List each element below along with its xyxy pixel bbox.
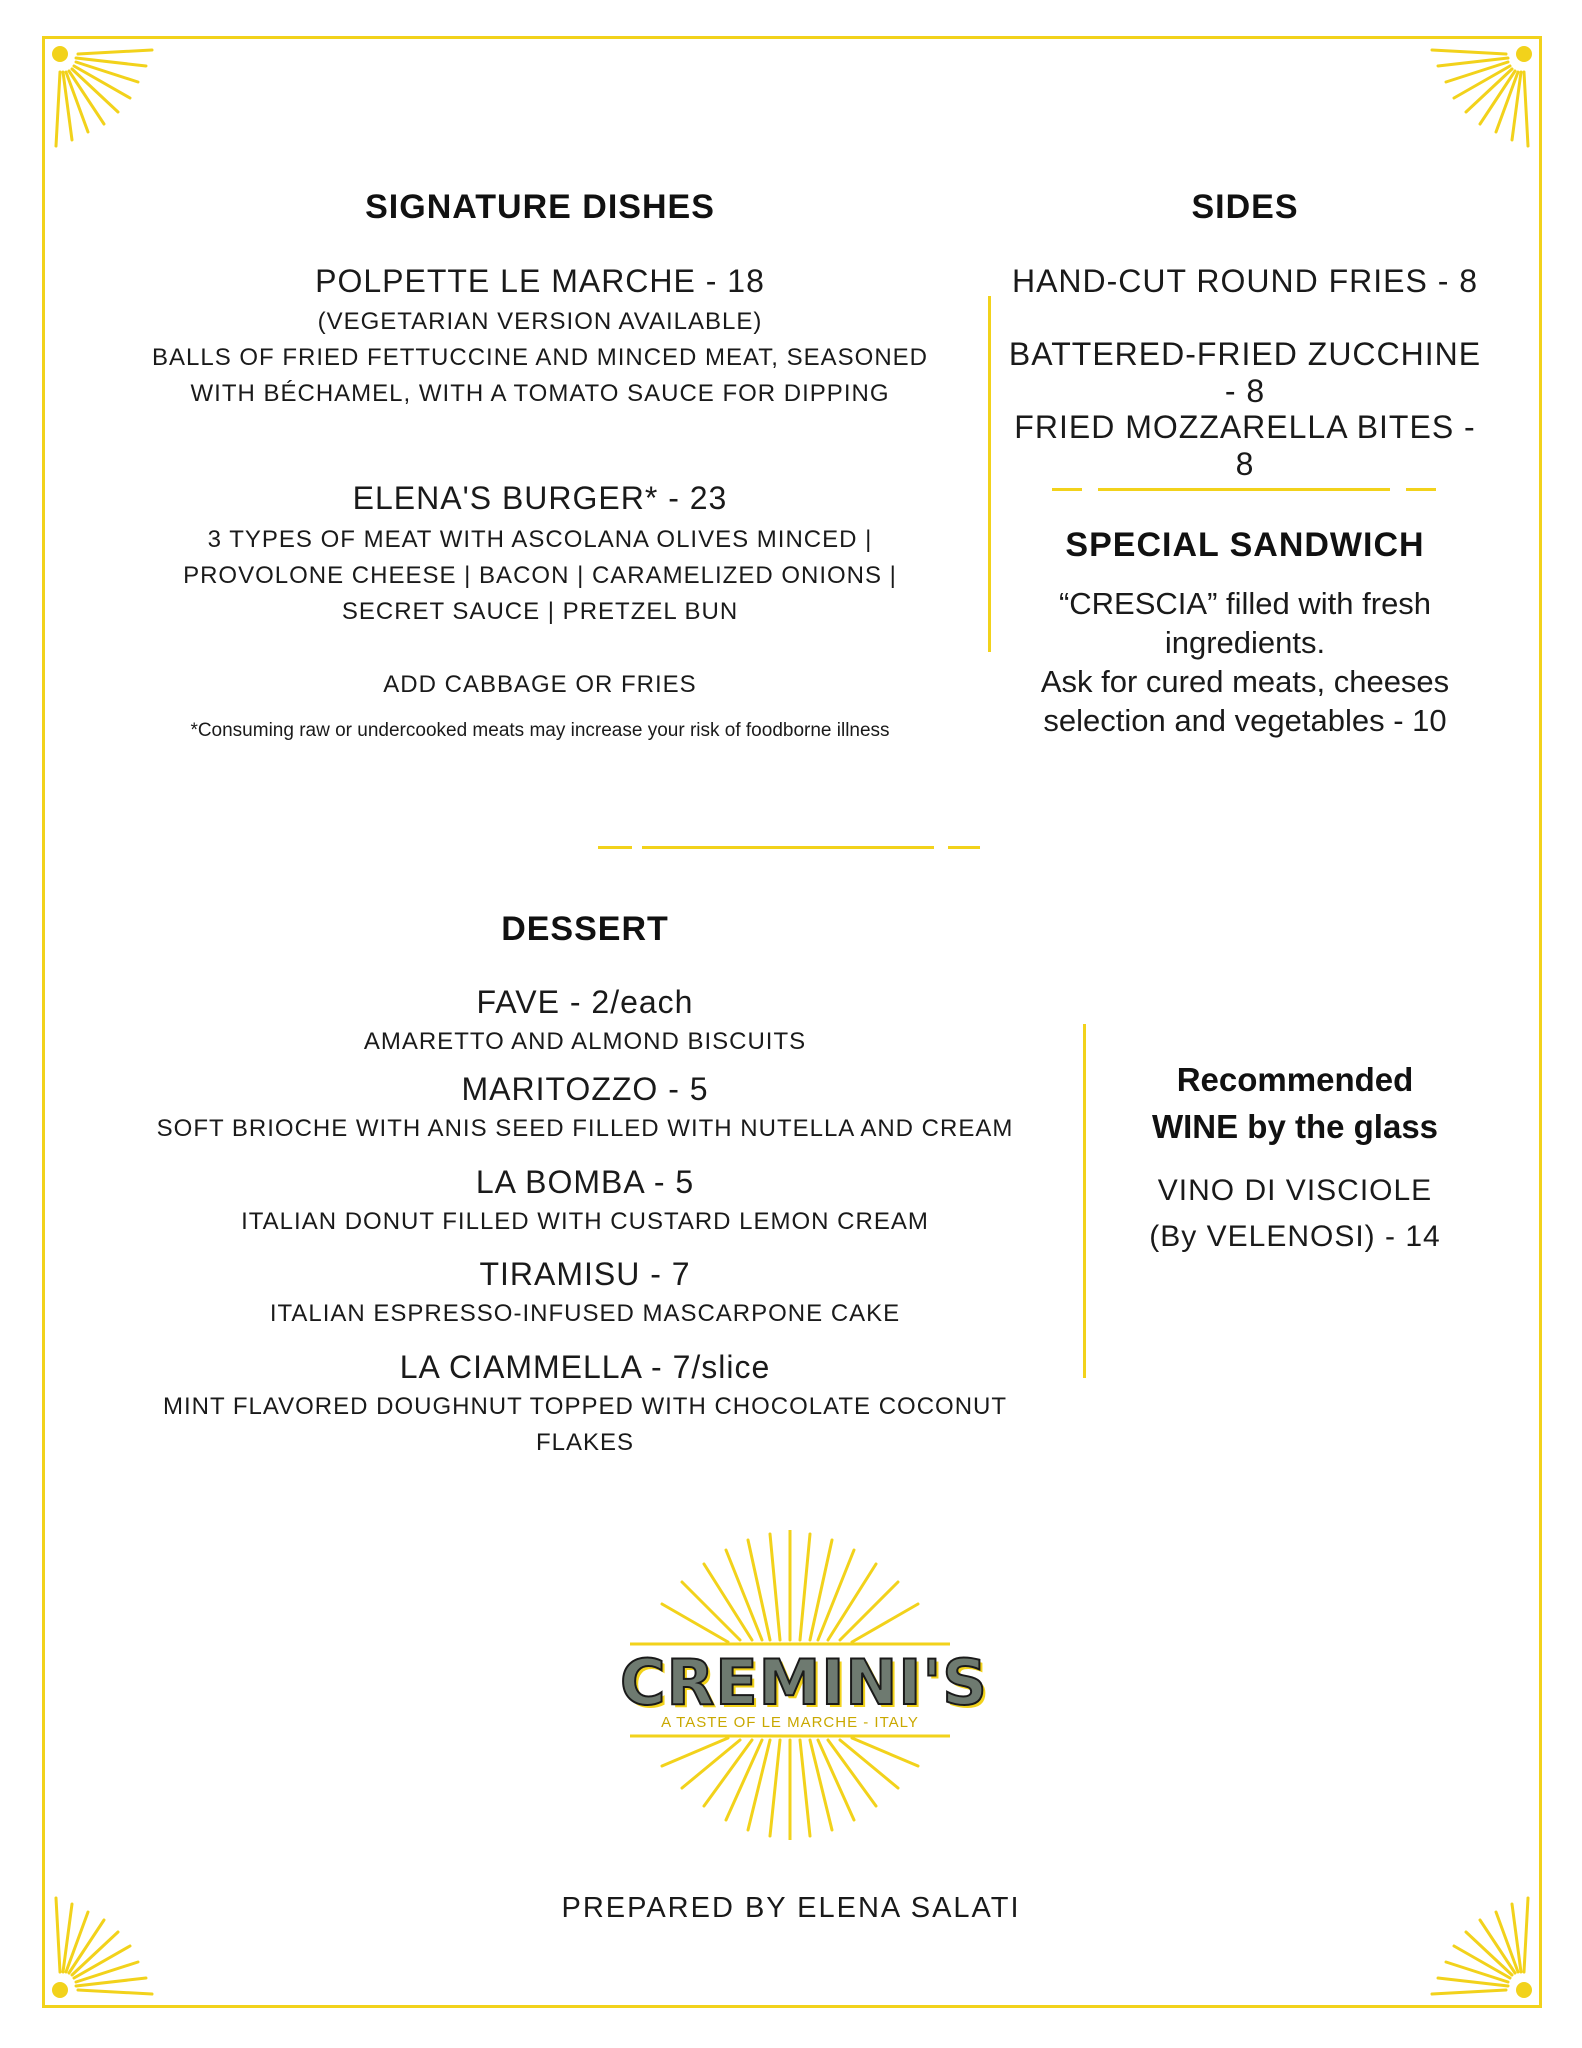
wine-heading: WINE by the glass	[1151, 1108, 1439, 1145]
disclaimer: *Consuming raw or undercooked meats may increase your risk of foodborne illness	[190, 720, 890, 741]
side-item: BATTERED-FRIED ZUCCHINE - 8	[1008, 336, 1482, 409]
logo-tagline: A TASTE OF LE MARCHE - ITALY	[661, 1714, 919, 1731]
addon-note: ADD CABBAGE OR FRIES	[383, 671, 697, 698]
dessert-description: ITALIAN ESPRESSO-INFUSED MASCARPONE CAKE	[269, 1300, 901, 1327]
item-description: WITH BÉCHAMEL, WITH A TOMATO SAUCE FOR DIPPING	[190, 380, 890, 407]
item-description: SECRET SAUCE | PRETZEL BUN	[341, 598, 739, 625]
wine-price: (By VELENOSI) - 14	[1149, 1220, 1441, 1253]
side-item: FRIED MOZZARELLA BITES - 8	[1014, 409, 1476, 482]
sandwich-description: “CRESCIA” filled with fresh	[1058, 586, 1432, 621]
corner-sunburst-icon	[1422, 36, 1542, 156]
dessert-title: TIRAMISU - 7	[479, 1256, 691, 1292]
sunburst-logo	[620, 1530, 988, 1840]
sandwich-description: ingredients.	[1164, 625, 1326, 660]
dessert-description: AMARETTO AND ALMOND BISCUITS	[363, 1028, 807, 1055]
item-title: POLPETTE LE MARCHE - 18	[315, 263, 765, 299]
dessert-description: MINT FLAVORED DOUGHNUT TOPPED WITH CHOCOLATE COCONUT FLAKES	[162, 1393, 1008, 1456]
section-separator	[1052, 488, 1436, 491]
sides-heading: SIDES	[1191, 188, 1299, 226]
sandwich-description: Ask for cured meats, cheeses	[1040, 664, 1450, 699]
item-description: PROVOLONE CHEESE | BACON | CARAMELIZED ONIONS |	[183, 562, 897, 589]
item-description: BALLS OF FRIED FETTUCCINE AND MINCED MEAT, SEASONED	[152, 344, 928, 371]
dessert-title: LA CIAMMELLA - 7/slice	[399, 1349, 771, 1385]
side-item: HAND-CUT ROUND FRIES - 8	[1011, 263, 1479, 299]
item-title: ELENA'S BURGER* - 23	[352, 480, 728, 516]
item-description: 3 TYPES OF MEAT WITH ASCOLANA OLIVES MINCED |	[207, 526, 873, 553]
dessert-heading: DESSERT	[501, 910, 669, 948]
sandwich-heading: SPECIAL SANDWICH	[1065, 526, 1425, 564]
wine-name: VINO DI VISCIOLE	[1157, 1174, 1433, 1207]
dessert-title: MARITOZZO - 5	[461, 1071, 709, 1107]
column-divider	[1083, 1024, 1086, 1378]
signature-heading: SIGNATURE DISHES	[365, 188, 715, 226]
column-divider	[988, 296, 991, 652]
dessert-description: ITALIAN DONUT FILLED WITH CUSTARD LEMON CREAM	[241, 1208, 929, 1235]
dessert-title: LA BOMBA - 5	[475, 1164, 695, 1200]
dessert-description: SOFT BRIOCHE WITH ANIS SEED FILLED WITH NUTELLA AND CREAM	[156, 1115, 1014, 1142]
item-note: (VEGETARIAN VERSION AVAILABLE)	[317, 308, 763, 335]
logo-name: CREMINI'S	[620, 1646, 988, 1719]
footer-credit: PREPARED BY ELENA SALATI	[561, 1892, 1021, 1924]
wine-heading: Recommended	[1176, 1061, 1414, 1098]
dessert-title: FAVE - 2/each	[476, 984, 694, 1020]
sandwich-description: selection and vegetables - 10	[1043, 703, 1447, 738]
section-separator	[598, 846, 980, 849]
corner-sunburst-icon	[42, 36, 162, 156]
